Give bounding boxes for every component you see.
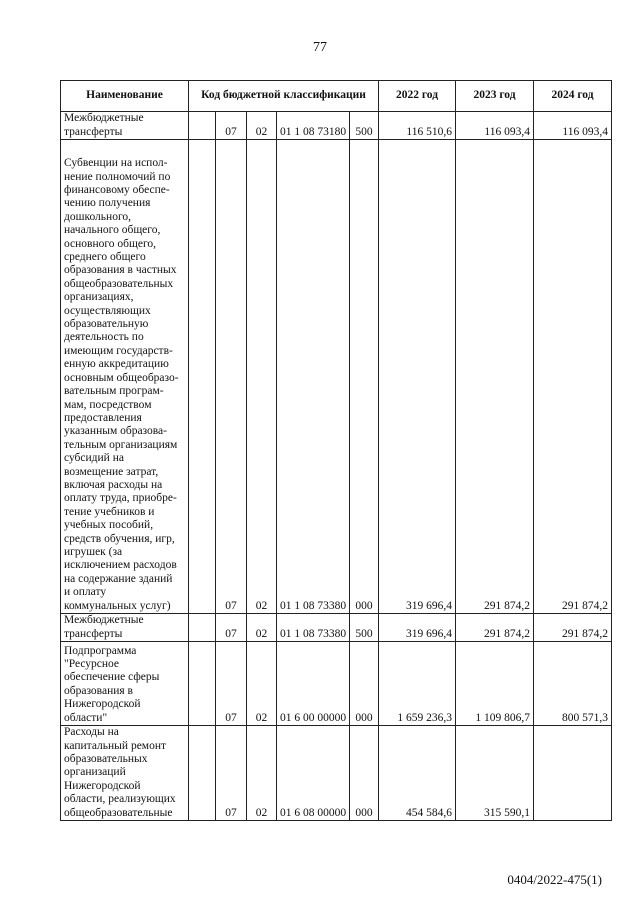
row-subsection: 02 bbox=[247, 726, 277, 821]
row-section: 07 bbox=[216, 642, 247, 726]
header-2022: 2022 год bbox=[379, 81, 456, 112]
row-2022: 454 584,6 bbox=[379, 726, 456, 821]
header-code: Код бюджетной классификации bbox=[189, 81, 379, 112]
row-2022: 319 696,4 bbox=[379, 140, 456, 614]
row-2024 bbox=[534, 726, 612, 821]
budget-table bbox=[60, 80, 612, 821]
header-name: Наименование bbox=[61, 81, 189, 112]
row-subsection: 02 bbox=[247, 112, 277, 140]
row-2024: 291 874,2 bbox=[534, 614, 612, 642]
row-2023: 291 874,2 bbox=[456, 614, 534, 642]
row-section: 07 bbox=[216, 726, 247, 821]
table-row bbox=[61, 112, 612, 140]
row-type: 000 bbox=[350, 140, 379, 614]
document-id: 0404/2022-475(1) bbox=[507, 872, 602, 887]
table-header-row bbox=[61, 81, 612, 112]
page-number: 77 bbox=[313, 40, 327, 55]
row-subsection: 02 bbox=[247, 642, 277, 726]
table-row bbox=[61, 614, 612, 642]
row-2022: 116 510,6 bbox=[379, 112, 456, 140]
row-2023: 116 093,4 bbox=[456, 112, 534, 140]
row-name: Подпрограмма "Ресурсное обеспечение сферы образования в Нижегородской области" bbox=[61, 642, 189, 726]
row-name: Межбюджетные трансферты bbox=[61, 614, 189, 642]
row-type: 500 bbox=[350, 112, 379, 140]
row-2023: 291 874,2 bbox=[456, 140, 534, 614]
row-type: 500 bbox=[350, 614, 379, 642]
row-name: Межбюджетные трансферты bbox=[61, 112, 189, 140]
row-type: 000 bbox=[350, 642, 379, 726]
table-row bbox=[61, 726, 612, 821]
row-target: 01 6 08 00000 bbox=[277, 726, 350, 821]
row-target: 01 1 08 73380 bbox=[277, 614, 350, 642]
row-section: 07 bbox=[216, 140, 247, 614]
row-type: 000 bbox=[350, 726, 379, 821]
row-name: Расходы на капитальный ремонт образовательных организаций Нижегородской области, реализующих общеобразовательные bbox=[61, 726, 189, 821]
row-subsection: 02 bbox=[247, 140, 277, 614]
row-2024: 291 874,2 bbox=[534, 140, 612, 614]
row-target: 01 6 00 00000 bbox=[277, 642, 350, 726]
row-2023: 1 109 806,7 bbox=[456, 642, 534, 726]
row-target: 01 1 08 73180 bbox=[277, 112, 350, 140]
row-2023: 315 590,1 bbox=[456, 726, 534, 821]
row-target: 01 1 08 73380 bbox=[277, 140, 350, 614]
row-2024: 800 571,3 bbox=[534, 642, 612, 726]
row-section: 07 bbox=[216, 112, 247, 140]
row-2022: 1 659 236,3 bbox=[379, 642, 456, 726]
header-2024: 2024 год bbox=[534, 81, 612, 112]
row-2022: 319 696,4 bbox=[379, 614, 456, 642]
row-subsection: 02 bbox=[247, 614, 277, 642]
row-section: 07 bbox=[216, 614, 247, 642]
header-2023: 2023 год bbox=[456, 81, 534, 112]
table-row bbox=[61, 642, 612, 726]
row-name: Субвенции на испол- нение полномочий по финансовому обеспе- чению получения дошкольного, начального общего, основного общего, среднего общего образования в частных общеобразовательных организациях, осуществляющих образовательную деятельность по имеющим государств- енную аккредитацию основным общеобразо- вательным програм- мам, посредством предоставления указанным образова- тельным организациям субсидий на возмещение затрат, включая расходы на оплату труда, приобре- тение учебников и учебных пособий, средств обучения, игр, игрушек (за исключением расходов на содержание зданий и оплату коммунальных услуг) bbox=[61, 140, 189, 614]
table-row bbox=[61, 140, 612, 614]
row-2024: 116 093,4 bbox=[534, 112, 612, 140]
